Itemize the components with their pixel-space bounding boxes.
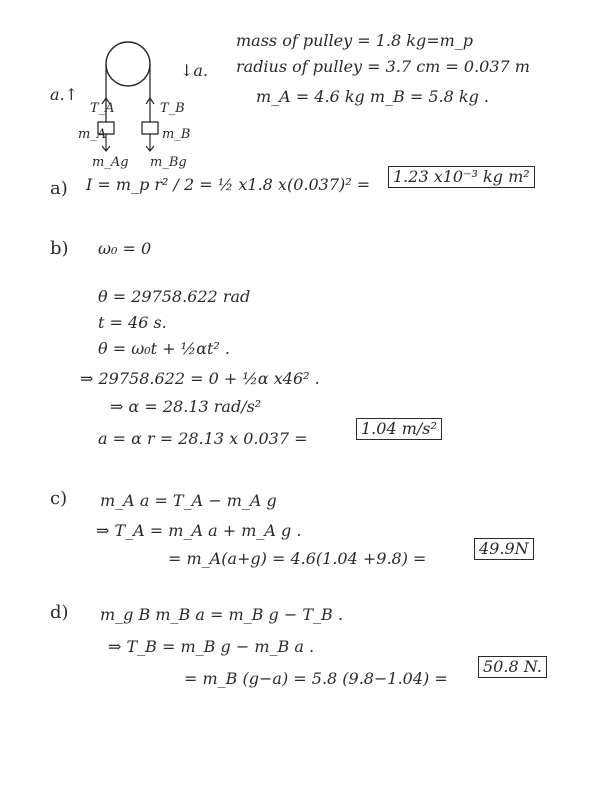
part-b-substitution: ⇒ 29758.622 = 0 + ½α x46² . (80, 369, 320, 388)
part-c-label: c) (50, 488, 68, 509)
mass-a-label: m_A (78, 127, 107, 142)
part-b-kinematic-eq: θ = ω₀t + ½αt² . (98, 339, 231, 358)
part-b-theta: θ = 29758.622 rad (98, 287, 251, 306)
part-c-newton-eq: m_A a = T_A − m_A g (100, 491, 277, 510)
part-c-answer: 49.9N (474, 538, 534, 560)
given-pulley-radius: radius of pulley = 3.7 cm = 0.037 m (236, 57, 530, 76)
part-d-newton-eq: m_g B m_B a = m_B g − T_B . (100, 605, 343, 624)
part-b-time: t = 46 s. (98, 313, 167, 332)
pulley-wheel (106, 42, 150, 86)
part-b-linear-accel: a = α r = 28.13 x 0.037 = (98, 429, 308, 448)
given-block-masses: m_A = 4.6 kg m_B = 5.8 kg . (256, 87, 490, 106)
mass-b-label: m_B (162, 127, 191, 142)
part-b-answer: 1.04 m/s² (356, 418, 442, 440)
part-a-answer: 1.23 x10⁻³ kg m² (388, 166, 535, 188)
part-c-substitution: = m_A(a+g) = 4.6(1.04 +9.8) = (168, 549, 427, 568)
part-d-label: d) (50, 602, 69, 623)
part-a-equation: I = m_p r² / 2 = ½ x1.8 x(0.037)² = (86, 175, 371, 194)
given-pulley-mass: mass of pulley = 1.8 kg=m_p (236, 31, 474, 50)
part-b-alpha: ⇒ α = 28.13 rad/s² (110, 397, 262, 416)
accel-left-label: a.↑ (50, 85, 79, 104)
part-b-label: b) (50, 238, 69, 259)
weight-a-label: m_Ag (92, 155, 129, 170)
tension-a-label: T_A (90, 101, 115, 116)
mass-b-block (142, 122, 158, 134)
part-c-tension-eq: ⇒ T_A = m_A a + m_A g . (96, 521, 302, 540)
weight-b-label: m_Bg (150, 155, 187, 170)
part-d-tension-eq: ⇒ T_B = m_B g − m_B a . (108, 637, 315, 656)
part-a-label: a) (50, 178, 68, 199)
accel-right-label: ↓a. (180, 61, 209, 80)
part-d-answer: 50.8 N. (478, 656, 547, 678)
part-b-initial-omega: ω₀ = 0 (98, 239, 152, 258)
part-d-substitution: = m_B (g−a) = 5.8 (9.8−1.04) = (184, 669, 448, 688)
tension-b-label: T_B (160, 101, 185, 116)
